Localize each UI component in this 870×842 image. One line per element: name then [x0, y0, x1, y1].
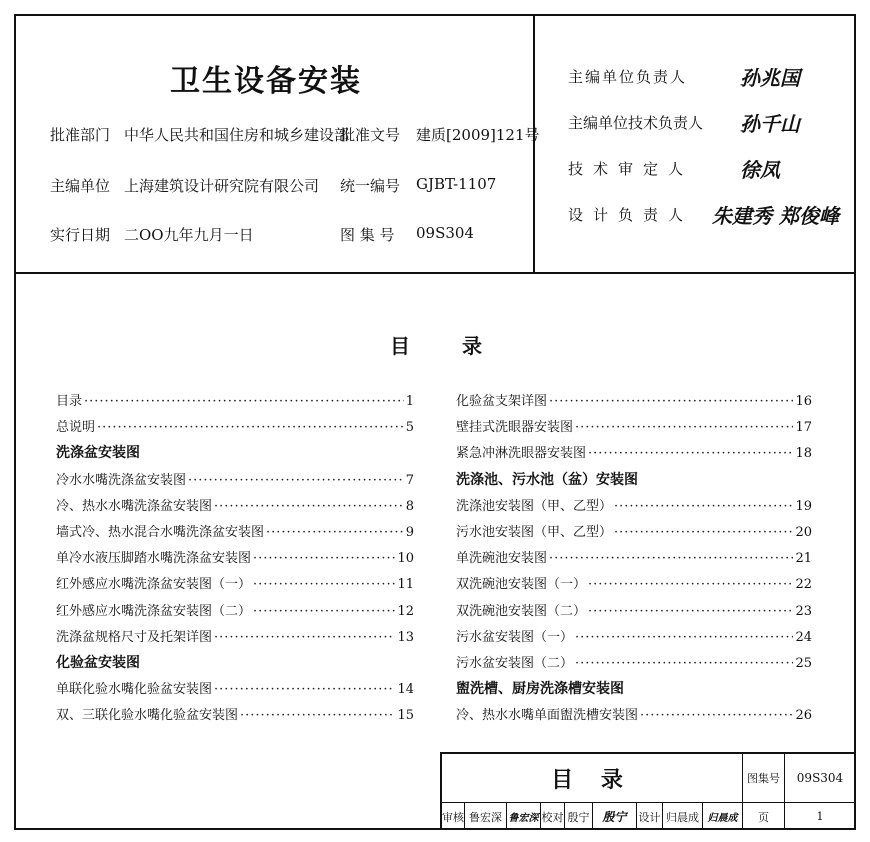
toc-entry-title: 单联化验水嘴化验盆安装图 — [56, 682, 213, 698]
info-value: 09S304 — [416, 224, 474, 242]
review-label: 审核 — [442, 810, 464, 824]
signature: 徐凤 — [740, 158, 780, 182]
title-block — [440, 752, 856, 830]
toc-entry-page: 8 — [405, 498, 414, 514]
toc-entry[interactable] — [56, 469, 414, 488]
toc-leader-dots — [588, 577, 793, 592]
toc-leader-dots — [253, 577, 395, 592]
toc-entry-title: 双洗碗池安装图（一） — [456, 577, 587, 593]
info-label: 实行日期 — [50, 226, 111, 244]
toc-entry-page: 9 — [405, 525, 414, 540]
toc-entry-title: 洗涤盆规格尺寸及托架详图 — [56, 629, 213, 645]
toc-entry-page: 7 — [405, 472, 414, 488]
toc-entry-page: 23 — [795, 603, 812, 619]
toc-entry[interactable] — [456, 547, 812, 566]
checker-signature: 殷宁 — [602, 810, 627, 824]
toc-entry-title: 冷水水嘴洗涤盆安装图 — [56, 472, 187, 488]
toc-leader-dots — [266, 525, 404, 540]
toc-section-heading: 化验盆安装图 — [56, 655, 140, 671]
page-label: 页 — [758, 810, 769, 824]
toc-entry-page: 17 — [795, 420, 812, 436]
toc-entry-page: 20 — [795, 525, 812, 540]
atlas-number: 09S304 — [796, 771, 844, 785]
toc-entry-page: 21 — [795, 551, 812, 567]
toc-entry-title: 红外感应水嘴洗涤盆安装图（二） — [56, 603, 252, 619]
toc-entry[interactable] — [456, 652, 812, 671]
design-label: 设计 — [638, 810, 661, 824]
toc-entry[interactable] — [56, 521, 414, 540]
toc-entry[interactable] — [56, 390, 414, 409]
toc-entry-title: 壁挂式洗眼器安装图 — [456, 420, 574, 436]
toc-entry[interactable] — [56, 495, 414, 514]
page-title: 卫生设备安装 — [170, 64, 362, 99]
toc-entry[interactable] — [456, 442, 812, 461]
toc-leader-dots — [214, 630, 395, 645]
toc-entry-title: 污水盆安装图（一） — [456, 629, 574, 645]
toc-entry-page: 12 — [397, 603, 414, 619]
toc-leader-dots — [84, 394, 404, 409]
reviewer-signature: 鲁宏深 — [508, 813, 539, 824]
toc-entry[interactable] — [456, 704, 812, 723]
toc-section-heading: 盥洗槽、厨房洗涤槽安装图 — [456, 681, 624, 698]
toc-entry-page: 14 — [397, 682, 414, 698]
toc-entry-title: 冷、热水水嘴单面盥洗槽安装图 — [456, 708, 639, 724]
toc-entry-page: 25 — [795, 656, 812, 671]
toc-entry[interactable] — [56, 573, 414, 592]
toc-entry[interactable] — [56, 416, 414, 435]
toc-entry-title: 冷、热水水嘴洗涤盆安装图 — [56, 498, 213, 514]
info-label: 图 集 号 — [340, 226, 395, 244]
toc-leader-dots — [614, 525, 793, 540]
info-label: 统一编号 — [340, 177, 401, 195]
toc-title-left: 目 — [390, 334, 410, 358]
toc-leader-dots — [588, 604, 793, 619]
header-bottom-line — [14, 272, 856, 274]
signature: 孙兆国 — [740, 66, 800, 90]
toc-entry-title: 紧急冲淋洗眼器安装图 — [456, 446, 587, 462]
toc-entry-page: 26 — [795, 708, 812, 724]
toc-leader-dots — [575, 420, 793, 435]
toc-leader-dots — [240, 708, 395, 723]
toc-entry[interactable] — [456, 390, 812, 409]
toc-leader-dots — [575, 656, 793, 671]
toc-entry[interactable] — [456, 416, 812, 435]
toc-entry[interactable] — [56, 678, 414, 697]
toc-title-right: 录 — [462, 334, 482, 358]
toc-entry-page: 5 — [405, 420, 414, 436]
info-value: 二OO九年九月一日 — [124, 226, 254, 244]
toc-entry-title: 目录 — [56, 394, 83, 409]
toc-entry[interactable] — [456, 600, 812, 619]
toc-entry-title: 墙式冷、热水混合水嘴洗涤盆安装图 — [56, 525, 265, 540]
drawing-name: 目 录 — [551, 766, 633, 793]
toc-leader-dots — [588, 446, 793, 461]
toc-entry-title: 单冷水液压脚踏水嘴洗涤盆安装图 — [56, 551, 252, 567]
signature: 朱建秀 郑俊峰 — [712, 204, 839, 228]
toc-entry-title: 化验盆支架详图 — [456, 394, 548, 409]
toc-entry-page: 19 — [795, 498, 812, 514]
reviewer-name: 鲁宏深 — [469, 810, 502, 824]
toc-leader-dots — [614, 499, 793, 514]
atlas-label: 图集号 — [747, 772, 780, 785]
toc-leader-dots — [188, 473, 404, 488]
toc-section-heading: 洗涤池、污水池（盆）安装图 — [456, 471, 638, 488]
toc-entry-title: 双、三联化验水嘴化验盆安装图 — [56, 708, 239, 724]
info-value: 上海建筑设计研究院有限公司 — [124, 177, 320, 195]
toc-entry-title: 总说明 — [56, 420, 96, 436]
toc-entry-title: 洗涤池安装图（甲、乙型） — [456, 498, 613, 514]
signatory-label: 主编单位技术负责人 — [568, 114, 704, 132]
checker-name: 殷宁 — [567, 810, 590, 824]
toc-entry[interactable] — [56, 600, 414, 619]
toc-entry-page: 11 — [397, 577, 414, 593]
toc-entry-page: 16 — [795, 394, 812, 409]
info-value: 建质[2009]121号 — [416, 126, 540, 144]
toc-entry-page: 1 — [405, 394, 414, 409]
toc-leader-dots — [214, 682, 395, 697]
toc-entry-page: 15 — [397, 708, 414, 724]
toc-entry[interactable] — [56, 547, 414, 566]
check-label: 校对 — [541, 810, 564, 824]
toc-leader-dots — [549, 551, 793, 566]
toc-leader-dots — [253, 551, 395, 566]
toc-entry-page: 22 — [795, 577, 812, 593]
toc-entry-title: 污水盆安装图（二） — [456, 656, 574, 671]
toc-entry-page: 18 — [795, 446, 812, 462]
toc-leader-dots — [97, 420, 404, 435]
info-value: 中华人民共和国住房和城乡建设部 — [124, 126, 350, 144]
toc-entry-title: 污水池安装图（甲、乙型） — [456, 525, 613, 540]
toc-entry-page: 13 — [397, 629, 414, 645]
toc-leader-dots — [214, 499, 404, 514]
toc-leader-dots — [549, 394, 793, 409]
toc-entry[interactable] — [456, 626, 812, 645]
designer-signature: 归晨成 — [707, 813, 738, 824]
info-value: GJBT-1107 — [416, 175, 497, 193]
signatory-label: 技术审定人 — [568, 160, 694, 178]
toc-leader-dots — [640, 708, 793, 723]
info-label: 批准文号 — [340, 126, 401, 144]
toc-entry[interactable] — [56, 704, 414, 723]
toc-leader-dots — [253, 604, 395, 619]
toc-leader-dots — [575, 630, 793, 645]
toc-entry-page: 24 — [795, 629, 812, 645]
page-number: 1 — [816, 810, 824, 823]
signature: 孙千山 — [740, 112, 800, 136]
info-label: 批准部门 — [50, 126, 111, 144]
toc-entry-title: 双洗碗池安装图（二） — [456, 603, 587, 619]
toc-entry-title: 单洗碗池安装图 — [456, 551, 548, 567]
info-label: 主编单位 — [50, 177, 111, 195]
toc-entry[interactable] — [456, 521, 812, 540]
signatory-label: 主编单位负责人 — [568, 68, 688, 86]
toc-entry[interactable] — [456, 495, 812, 514]
toc-section-heading: 洗涤盆安装图 — [56, 445, 140, 462]
signatory-label: 设计负责人 — [568, 206, 694, 224]
toc-entry[interactable] — [456, 573, 812, 592]
toc-entry-title: 红外感应水嘴洗涤盆安装图（一） — [56, 577, 252, 593]
toc-entry-page: 10 — [397, 551, 414, 567]
toc-entry[interactable] — [56, 626, 414, 645]
designer-name: 归晨成 — [666, 810, 699, 824]
